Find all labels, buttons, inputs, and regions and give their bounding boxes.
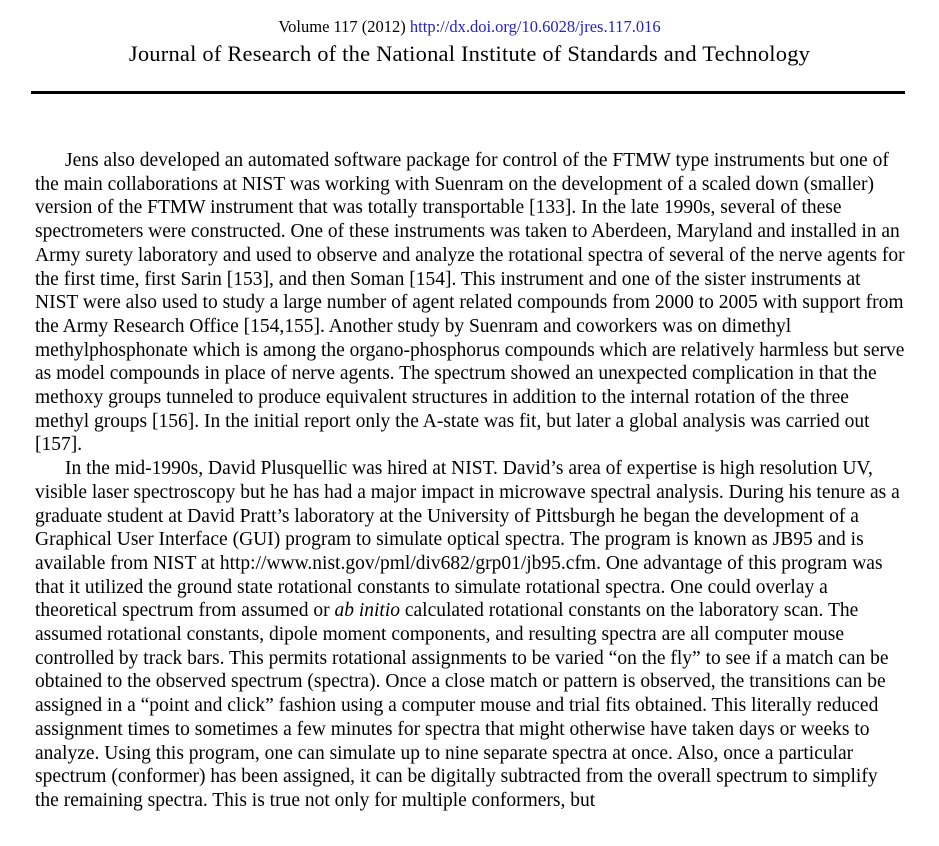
doi-link[interactable]: http://dx.doi.org/10.6028/jres.117.016 bbox=[409, 17, 661, 36]
paragraph-1: Jens also developed an automated software package for control of the FTMW type instruments but one of the main collaborations at NIST was working with Suenram on the development of a scaled down (smaller) version of the FTMW instrument that was totally transportable [133]. In the late 1990s, several of these spectrometers were constructed. One of these instruments was taken to Aberdeen, Maryland and installed in an Army surety laboratory and used to observe and analyze the rotational spectra of several of the nerve agents for the first time, first Sarin [153], and then Soman [154]. This instrument and one of the sister instruments at NIST were also used to study a large number of agent related compounds from 2000 to 2005 with support from the Army Research Office [154,155]. Another study by Suenram and coworkers was on dimethyl methylphosphonate which is among the organo-phosphorus compounds which are relatively harmless but serve as model compounds in place of nerve agents. The spectrum showed an unexpected complication in that the methoxy groups tunneled to produce equivalent structures in addition to the internal rotation of the three methyl groups [156]. In the initial report only the A-state was fit, but later a global analysis was carried out [157]. bbox=[35, 150, 905, 456]
paragraph-2-text-before: In the mid-1990s, David Plusquellic was hired at NIST. David’s area of expertise is high resolution UV, visible laser spectroscopy but he has had a major impact in microwave spectral analysis. During his tenure as a graduate student at David Pratt’s laboratory at the University of Pittsburgh he began the development of a Graphical User Interface (GUI) program to simulate optical spectra. The program is known as JB95 and is available from NIST at http://www.nist.gov/pml/div682/grp01/jb95.cfm. One advantage of this program was that it utilized the ground state rotational constants to simulate rotational spectra. One could overlay a theoretical spectrum from assumed or bbox=[35, 458, 900, 622]
journal-title: Journal of Research of the National Institute of Standards and Technology bbox=[128, 41, 811, 66]
article-body bbox=[35, 149, 905, 813]
page-header bbox=[0, 17, 939, 68]
volume-line bbox=[0, 17, 939, 37]
volume-text: Volume 117 (2012) bbox=[278, 17, 410, 36]
paragraph-2 bbox=[35, 457, 905, 813]
journal-page bbox=[0, 17, 939, 846]
paragraph-2-italic-term: ab initio bbox=[334, 600, 400, 622]
paragraph-2-text-after: calculated rotational constants on the laboratory scan. The assumed rotational constants, dipole moment components, and resulting spectra are all computer mouse controlled by track bars. This permits rotational assignments to be varied “on the fly” to see if a match can be obtained to the observed spectrum (spectra). Once a close match or pattern is observed, the transitions can be assigned in a “point and click” fashion using a computer mouse and trial fits obtained. This literally reduced assignment times to sometimes a few minutes for spectra that might otherwise have taken days or weeks to analyze. Using this program, one can simulate up to nine separate spectra at once. Also, once a particular spectrum (conformer) has been assigned, it can be digitally subtracted from the overall spectrum to simplify the remaining spectra. This is true not only for multiple conformers, but bbox=[35, 600, 889, 811]
header-rule bbox=[31, 91, 905, 94]
